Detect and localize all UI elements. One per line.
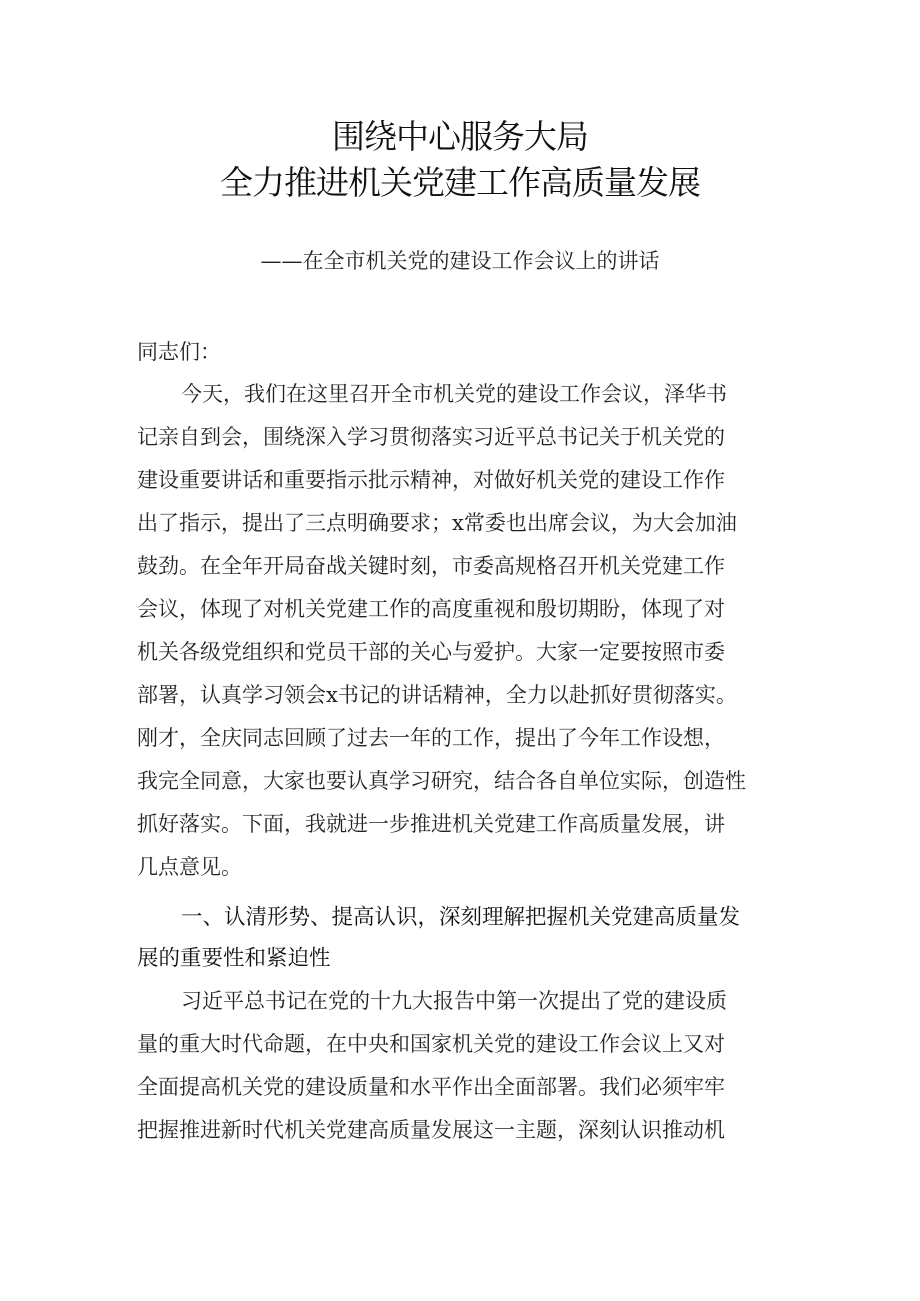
paragraph-2-line: 量的重大时代命题，在中央和国家机关党的建设工作会议上又对 [137,1032,725,1056]
paragraph-2-line: 把握推进新时代机关党建高质量发展这一主题，深刻认识推动机 [137,1118,725,1142]
document-title-line1: 围绕中心服务大局 [332,117,588,156]
section-heading-1 [137,897,797,979]
paragraph-1-line: 今天，我们在这里召开全市机关党的建设工作会议，泽华书 [181,382,727,406]
paragraph-1-line: 出了指示，提出了三点明确要求；x常委也出席会议，为大会加油 [137,511,737,535]
document-subtitle: ——在全市机关党的建设工作会议上的讲话 [260,249,660,273]
paragraph-1-line: 鼓劲。在全年开局奋战关键时刻，市委高规格召开机关党建工作 [137,554,725,578]
section-heading-1-line: 展的重要性和紧迫性 [137,946,331,971]
paragraph-1-line: 我完全同意，大家也要认真学习研究，结合各自单位实际，创造性 [137,769,746,793]
paragraph-1-line: 会议，体现了对机关党建工作的高度重视和殷切期盼，体现了对 [137,597,725,621]
paragraph-1-line: 记亲自到会，围绕深入学习贯彻落实习近平总书记关于机关党的 [137,425,725,449]
paragraph-1-line: 建设重要讲话和重要指示批示精神，对做好机关党的建设工作作 [137,468,725,492]
paragraph-1-line: 几点意见。 [137,855,242,879]
paragraph-1-line: 机关各级党组织和党员干部的关心与爱护。大家一定要按照市委 [137,640,725,664]
paragraph-2 [137,980,797,1152]
paragraph-1-line: 刚才，全庆同志回顾了过去一年的工作，提出了今年工作设想， [137,726,725,750]
salutation: 同志们： [137,340,221,364]
paragraph-1-line: 抓好落实。下面，我就进一步推进机关党建工作高质量发展，讲 [137,812,725,836]
paragraph-1 [137,373,797,889]
section-heading-1-line: 一、认清形势、提高认识，深刻理解把握机关党建高质量发 [181,905,741,930]
paragraph-1-line: 部署，认真学习领会x书记的讲话精神，全力以赴抓好贯彻落实。 [137,683,737,707]
paragraph-2-line: 习近平总书记在党的十九大报告中第一次提出了党的建设质 [181,989,727,1013]
document-title-line2: 全力推进机关党建工作高质量发展 [220,163,700,202]
paragraph-2-line: 全面提高机关党的建设质量和水平作出全面部署。我们必须牢牢 [137,1075,725,1099]
